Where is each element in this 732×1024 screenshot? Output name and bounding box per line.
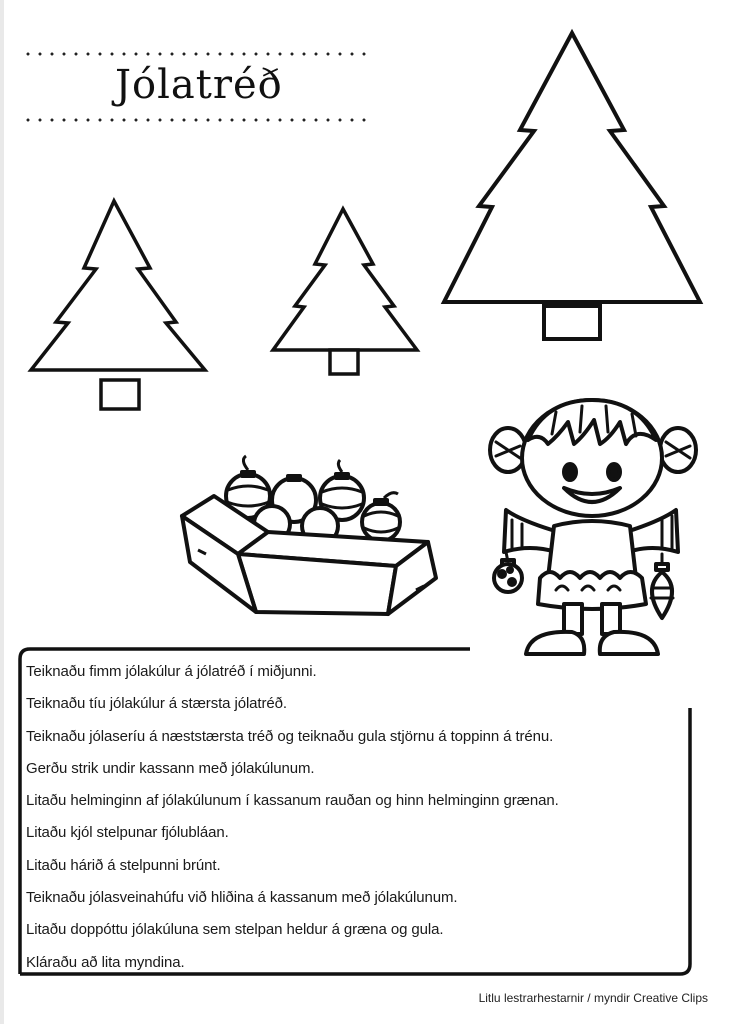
instruction-line: Teiknaðu jólasveinahúfu við hliðina á kassanum með jólakúlunum. xyxy=(26,889,458,907)
instruction-line: Litaðu doppóttu jólakúluna sem stelpan heldur á græna og gula. xyxy=(26,921,444,939)
instruction-line: Teiknaðu fimm jólakúlur á jólatréð í miðjunni. xyxy=(26,663,317,680)
instruction-line: Gerðu strik undir kassann með jólakúlunum. xyxy=(26,759,315,777)
instructions-list xyxy=(26,656,666,979)
instruction-line: Teiknaðu tíu jólakúlur á stærsta jólatréð. xyxy=(26,695,287,713)
image-credit: Litlu lestrarhestarnir / myndir Creative Clips xyxy=(478,991,708,1005)
instruction-line: Kláraðu að lita myndina. xyxy=(26,953,185,971)
instruction-line: Teiknaðu jólaseríu á næststærsta tréð og teiknaðu gula stjörnu á toppinn á trénu. xyxy=(26,727,554,745)
instruction-line: Litaðu kjól stelpunar fjólubláan. xyxy=(26,824,229,842)
instruction-line: Litaðu helminginn af jólakúlunum í kassanum rauðan og hinn helminginn grænan. xyxy=(26,792,559,810)
page-title: Jólatréð xyxy=(115,62,283,108)
instruction-line: Litaðu hárið á stelpunni brúnt. xyxy=(26,856,221,874)
